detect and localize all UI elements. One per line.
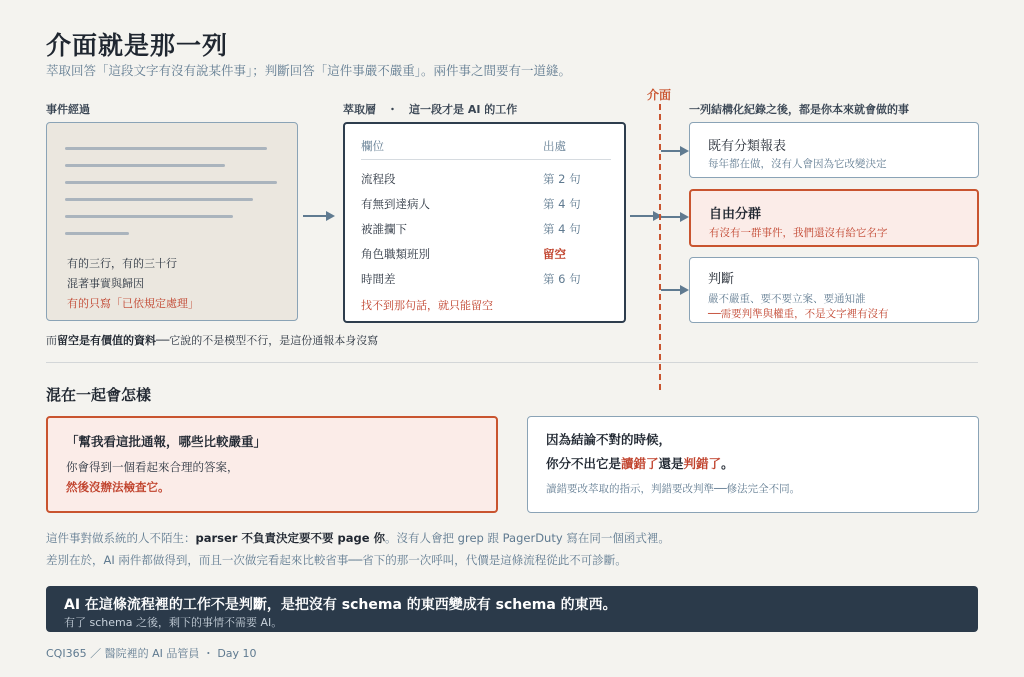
diagnosis-text: 你分不出它是: [546, 456, 622, 471]
note-suffix: ──它說的不是模型不行，是這份通報本身沒寫: [156, 334, 379, 347]
arrow-to-clustering: [661, 216, 681, 218]
text-placeholder-line: [65, 232, 129, 235]
row-source-empty: 留空: [543, 247, 566, 261]
row-field: 時間差: [361, 272, 396, 286]
diagnosis-line-3: 讀錯要改萃取的指示，判錯要改判準──修法完全不同。: [546, 483, 801, 495]
table-footnote: 找不到那句話，就只能留空: [361, 299, 493, 312]
mixed-request-card: [46, 416, 498, 513]
source-event-card: [46, 122, 298, 321]
card-desc: 每年都在做，沒有人會因為它改變決定: [708, 158, 887, 170]
para-emphasis: parser 不負責決定要不要 page 你: [195, 531, 386, 545]
card-judgement: [689, 257, 979, 323]
arrow-head-icon: [680, 285, 689, 295]
interface-label: 介面: [647, 88, 672, 102]
row-field: 流程段: [361, 172, 396, 186]
arrow-source-to-extract: [303, 215, 327, 217]
diagnosis-text: 。: [721, 456, 734, 471]
text-placeholder-line: [65, 215, 233, 218]
card-title: 自由分群: [709, 207, 762, 222]
text-placeholder-line: [65, 147, 267, 150]
consequence-emphasis: 然後沒辦法檢查它。: [66, 480, 170, 494]
source-note-1: 有的三行，有的三十行: [67, 257, 177, 270]
diagnosis-line-1: 因為結論不對的時候，: [546, 432, 672, 447]
text-placeholder-line: [65, 181, 277, 184]
card-desc: 有沒有一群事件，我們還沒有給它名字: [709, 227, 888, 239]
arrow-head-icon: [326, 211, 335, 221]
card-existing-reports: [689, 122, 979, 178]
footer: CQI365 ／ 醫院裡的 AI 品管員 ・ Day 10: [46, 647, 257, 660]
banner-main-text: AI 在這條流程裡的工作不是判斷，是把沒有 schema 的東西變成有 schema 的東西。: [64, 597, 617, 613]
page-title: 介面就是那一列: [46, 31, 229, 60]
card-title: 判斷: [708, 272, 735, 287]
text-placeholder-line: [65, 198, 253, 201]
diagnosis-line-2: [546, 454, 734, 472]
extraction-table: [343, 122, 626, 323]
source-note-2: 混著事實與歸因: [67, 277, 144, 290]
table-header-source: 出處: [543, 139, 566, 153]
empty-value-note: [46, 332, 378, 348]
conclusion-banner: [46, 586, 978, 632]
table-divider: [361, 159, 611, 160]
paragraph-2: 差別在於，AI 兩件都做得到，而且一次做完看起來比較省事──省下的那一次呼叫，代價是這條流程從此不可診斷。: [46, 553, 627, 567]
paragraph-1: [46, 530, 670, 546]
note-emphasis: 留空是有價值的資料: [57, 334, 156, 347]
source-note-3: 有的只寫「已依規定處理」: [67, 297, 199, 310]
row-source: 第 4 句: [543, 197, 581, 211]
table-header-field: 欄位: [361, 139, 384, 153]
section-divider: [46, 362, 978, 363]
row-field: 被誰攔下: [361, 222, 407, 236]
para-text: 這件事對做系統的人不陌生：: [46, 531, 196, 545]
card-desc-note: ──需要判準與權重，不是文字裡有沒有: [708, 308, 889, 320]
para-text: 。沒有人會把 grep 跟 PagerDuty 寫在同一個函式裡。: [385, 531, 670, 545]
source-column-label: 事件經過: [46, 103, 90, 116]
arrow-extract-to-interface: [630, 215, 654, 217]
downstream-column-label: 一列結構化紀錄之後，都是你本來就會做的事: [689, 103, 909, 116]
row-source: 第 4 句: [543, 222, 581, 236]
card-free-clustering: [689, 189, 979, 247]
diagnosis-text: 還是: [658, 456, 684, 471]
text-placeholder-line: [65, 164, 225, 167]
interface-divider: [659, 104, 661, 390]
section-title: 混在一起會怎樣: [46, 386, 152, 404]
card-desc: 嚴不嚴重、要不要立案、要通知誰: [708, 293, 866, 305]
diagnosis-card: [527, 416, 979, 513]
banner-sub-text: 有了 schema 之後，剩下的事情不需要 AI。: [64, 616, 283, 629]
read-error-text: 讀錯了: [621, 456, 659, 471]
row-field: 角色職類班別: [361, 247, 430, 261]
judge-error-text: 判錯了: [683, 456, 722, 471]
row-field: 有無到達病人: [361, 197, 430, 211]
page-subtitle: 萃取回答「這段文字有沒有說某件事」；判斷回答「這件事嚴不嚴重」。兩件事之間要有一道縫。: [46, 63, 572, 78]
row-source: 第 2 句: [543, 172, 581, 186]
row-source: 第 6 句: [543, 272, 581, 286]
quote-text: 「幫我看這批通報，哪些比較嚴重」: [66, 434, 267, 449]
arrow-head-icon: [680, 146, 689, 156]
note-prefix: 而: [46, 334, 57, 347]
arrow-to-reports: [661, 150, 681, 152]
extract-column-label: 萃取層 ・ 這一段才是 AI 的工作: [343, 103, 518, 116]
consequence-text: 你會得到一個看起來合理的答案，: [66, 460, 239, 474]
arrow-head-icon: [680, 212, 689, 222]
card-title: 既有分類報表: [708, 139, 787, 154]
arrow-to-judgement: [661, 289, 681, 291]
